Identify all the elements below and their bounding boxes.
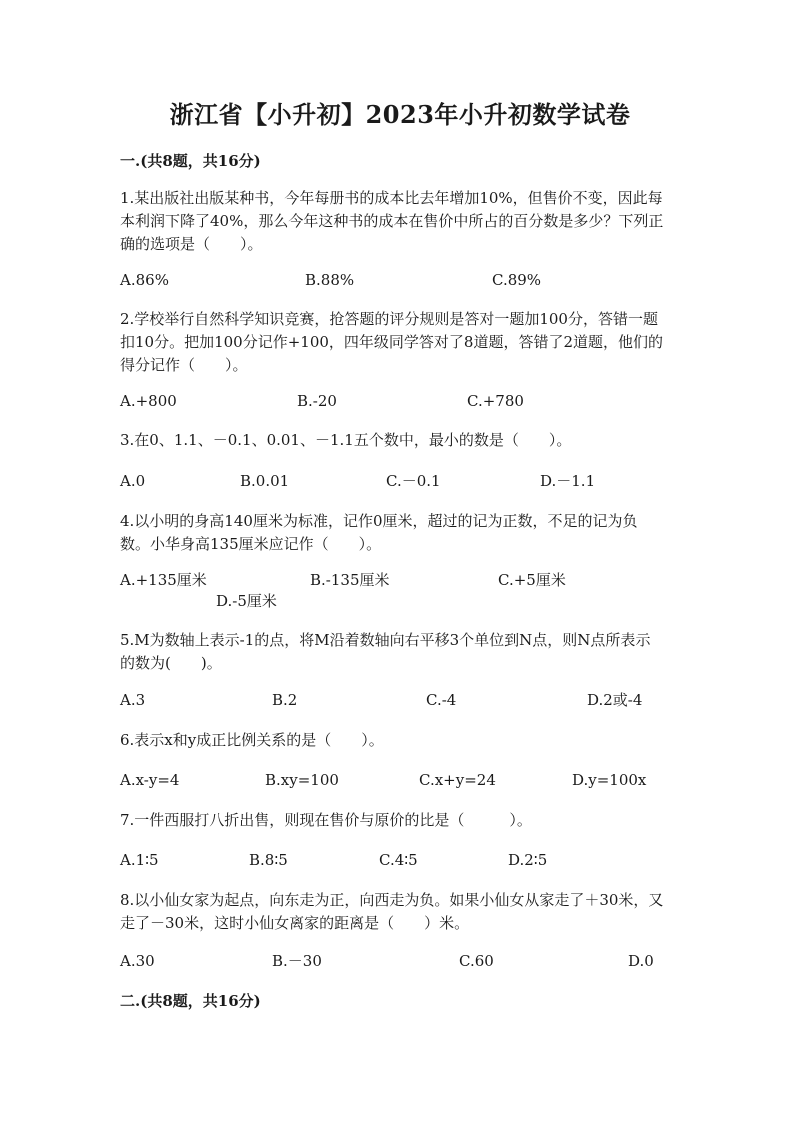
question-3-option-a: A.0 [120, 472, 146, 490]
question-3-option-b: B.0.01 [240, 472, 290, 490]
question-4-option-b: B.-135厘米 [310, 571, 390, 589]
question-8-text: 8.以小仙女家为起点，向东走为正，向西走为负。如果小仙女从家走了＋30米，又走了－30米，这时小仙女离家的距离是（ ）米。 [120, 891, 664, 932]
question-4-option-a: A.+135厘米 [120, 571, 207, 589]
section-heading-2: 二.(共8题，共16分) [120, 992, 261, 1010]
question-3-option-d: D.－1.1 [540, 472, 596, 490]
question-3-text: 3.在0、1.1、－0.1、0.01、－1.1五个数中，最小的数是（ ）。 [120, 431, 572, 449]
question-7-option-b: B.8∶5 [249, 851, 288, 869]
question-1-option-a: A.86% [120, 271, 169, 289]
question-1-option-c: C.89% [492, 271, 542, 289]
question-5-option-b: B.2 [272, 691, 298, 709]
page-title: 浙江省【小升初】2023年小升初数学试卷 [169, 100, 631, 129]
question-5-option-c: C.-4 [426, 691, 457, 709]
section-heading-1: 一.(共8题，共16分) [120, 152, 261, 170]
question-7-option-d: D.2∶5 [508, 851, 548, 869]
question-7-option-a: A.1∶5 [120, 851, 159, 869]
question-8-option-c: C.60 [459, 952, 494, 970]
question-4-text: 4.以小明的身高140厘米为标准，记作0厘米，超过的记为正数，不足的记为负数。小华身高135厘米应记作（ ）。 [120, 512, 638, 553]
question-1-option-b: B.88% [305, 271, 355, 289]
question-8-option-a: A.30 [120, 952, 155, 970]
question-3-option-c: C.－0.1 [386, 472, 441, 490]
question-2-text: 2.学校举行自然科学知识竞赛，抢答题的评分规则是答对一题加100分，答错一题扣10分。把加100分记作+100，四年级同学答对了8道题，答错了2道题，他们的得分记作（ ）。 [120, 310, 664, 374]
question-2-option-c: C.+780 [467, 392, 524, 410]
question-6-text: 6.表示x和y成正比例关系的是（ ）。 [120, 731, 384, 749]
question-4-option-d: D.-5厘米 [216, 592, 277, 610]
question-6-option-c: C.x+y=24 [419, 771, 496, 789]
question-6-option-b: B.xy=100 [265, 771, 339, 789]
question-8-option-d: D.0 [628, 952, 654, 970]
question-7-option-c: C.4∶5 [379, 851, 418, 869]
question-2-option-b: B.-20 [297, 392, 337, 410]
question-5-option-a: A.3 [120, 691, 146, 709]
question-8-option-b: B.－30 [272, 952, 322, 970]
question-6-option-a: A.x-y=4 [120, 771, 180, 789]
question-2-option-a: A.+800 [120, 392, 177, 410]
question-6-option-d: D.y=100x [572, 771, 647, 789]
question-5-text: 5.M为数轴上表示-1的点，将M沿着数轴向右平移3个单位到N点，则N点所表示的数为( )。 [120, 631, 651, 672]
question-1-text: 1.某出版社出版某种书，今年每册书的成本比去年增加10%，但售价不变，因此每本利润下降了40%，那么今年这种书的成本在售价中所占的百分数是多少？下列正确的选项是（ ）。 [120, 189, 664, 253]
question-4-option-c: C.+5厘米 [498, 571, 566, 589]
question-7-text: 7.一件西服打八折出售，则现在售价与原价的比是（ ）。 [120, 811, 532, 829]
question-5-option-d: D.2或-4 [587, 691, 643, 709]
